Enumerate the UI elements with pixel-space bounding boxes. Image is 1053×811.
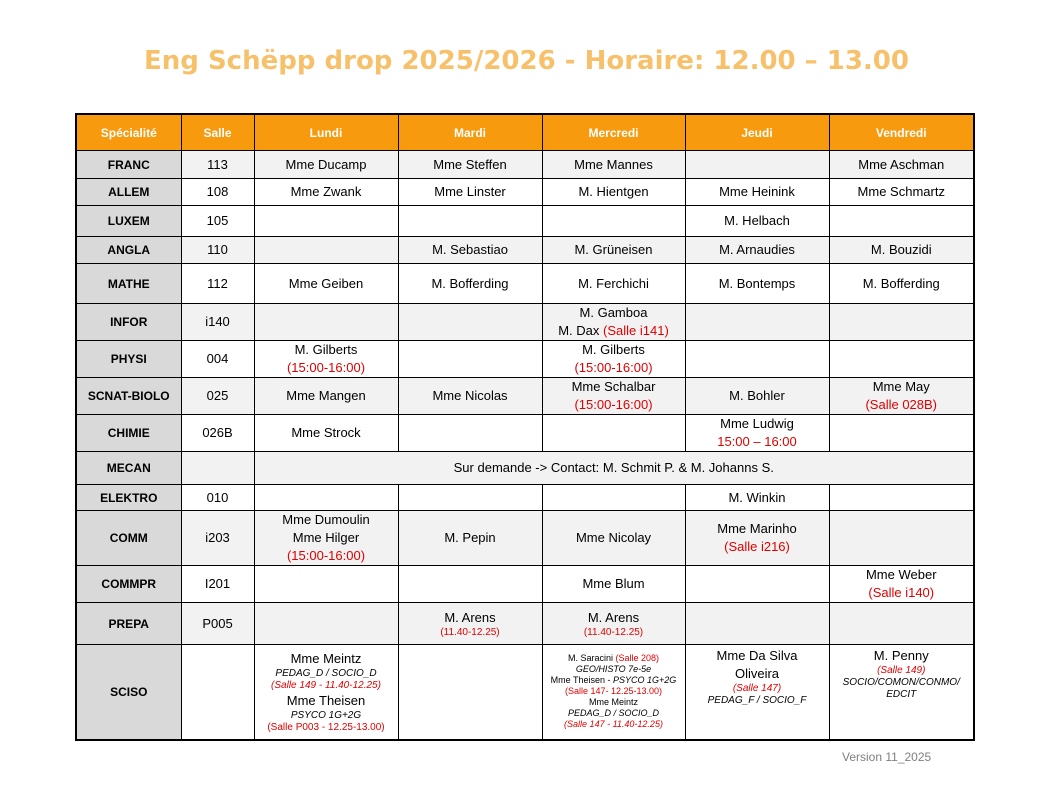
header-salle: Salle — [181, 114, 254, 151]
cell-lundi — [254, 341, 398, 378]
row-franc — [76, 151, 974, 179]
teacher-name: Mme Hilger — [292, 530, 360, 545]
cell-vendredi — [829, 415, 974, 452]
cell-salle: I201 — [181, 566, 254, 603]
cell-specialite: ALLEM — [76, 179, 181, 206]
course-codes: EDCIT — [886, 689, 917, 700]
cell-jeudi — [685, 304, 829, 341]
cell-lundi — [254, 511, 398, 566]
cell-mercredi: Mme Mannes — [542, 151, 685, 179]
cell-jeudi — [685, 341, 829, 378]
cell-specialite: FRANC — [76, 151, 181, 179]
cell-lundi — [254, 603, 398, 645]
cell-jeudi: Mme Heinink — [685, 179, 829, 206]
cell-lundi — [254, 485, 398, 511]
header-lundi: Lundi — [254, 114, 398, 151]
cell-jeudi — [685, 415, 829, 452]
header-vendredi: Vendredi — [829, 114, 974, 151]
cell-jeudi: M. Arnaudies — [685, 237, 829, 264]
cell-jeudi — [685, 151, 829, 179]
time-note: (15:00-16:00) — [286, 548, 366, 563]
teacher-name: M. Arens — [587, 609, 640, 625]
cell-lundi: Mme Geiben — [254, 264, 398, 304]
row-scnat-biolo — [76, 378, 974, 415]
room-note: (Salle 147) — [732, 683, 782, 694]
cell-salle — [181, 645, 254, 740]
room-time-note: (Salle 147- 12.25-13.00) — [564, 686, 663, 697]
teacher-name: Mme Weber — [865, 567, 937, 582]
cell-mardi: M. Bofferding — [398, 264, 542, 304]
cell-salle: 105 — [181, 206, 254, 237]
row-prepa — [76, 603, 974, 645]
header-specialite: Spécialité — [76, 114, 181, 151]
cell-vendredi — [829, 378, 974, 415]
cell-mardi — [398, 304, 542, 341]
cell-salle: 113 — [181, 151, 254, 179]
cell-mardi — [398, 206, 542, 237]
cell-jeudi: M. Helbach — [685, 206, 829, 237]
cell-salle: 108 — [181, 179, 254, 206]
cell-jeudi — [685, 603, 829, 645]
cell-mercredi — [542, 341, 685, 378]
cell-mercredi: Mme Nicolay — [542, 511, 685, 566]
cell-vendredi — [829, 603, 974, 645]
course-codes: PSYCO 1G+2G — [290, 709, 362, 721]
cell-specialite: ELEKTRO — [76, 485, 181, 511]
teacher-name: Mme Da Silva — [716, 648, 798, 663]
room-time-note: (Salle 147 - 11.40-12.25) — [564, 719, 663, 730]
schedule-table — [75, 113, 975, 741]
cell-specialite: MECAN — [76, 452, 181, 485]
cell-mercredi — [542, 485, 685, 511]
teacher-name: Mme Meintz — [290, 650, 362, 666]
room-note: (Salle 149) — [877, 665, 926, 676]
cell-vendredi — [829, 485, 974, 511]
cell-mercredi — [542, 304, 685, 341]
cell-salle: 025 — [181, 378, 254, 415]
row-mathe — [76, 264, 974, 304]
cell-salle: 010 — [181, 485, 254, 511]
room-time-note: (Salle P003 - 12.25-13.00) — [267, 721, 385, 733]
cell-lundi: Mme Zwank — [254, 179, 398, 206]
header-jeudi: Jeudi — [685, 114, 829, 151]
teacher-name: M. Gamboa — [579, 305, 648, 320]
cell-lundi — [254, 645, 398, 740]
cell-mardi: Mme Steffen — [398, 151, 542, 179]
time-note: (15:00-16:00) — [574, 360, 653, 375]
room-time-note: (Salle 149 - 11.40-12.25) — [271, 679, 381, 691]
cell-specialite: LUXEM — [76, 206, 181, 237]
time-note: (15:00-16:00) — [286, 360, 366, 375]
cell-specialite: COMM — [76, 511, 181, 566]
cell-salle: 026B — [181, 415, 254, 452]
teacher-line — [545, 653, 683, 664]
cell-lundi: Mme Ducamp — [254, 151, 398, 179]
time-note: (15:00-16:00) — [574, 397, 653, 412]
cell-lundi — [254, 566, 398, 603]
row-chimie — [76, 415, 974, 452]
teacher-name: Mme Ludwig — [720, 416, 794, 431]
cell-mercredi — [542, 415, 685, 452]
course-codes: PSYCO 1G+2G — [613, 675, 677, 686]
room-note: (Salle i141) — [603, 323, 669, 338]
cell-mardi — [398, 415, 542, 452]
cell-jeudi: M. Bontemps — [685, 264, 829, 304]
room-note: (Salle 208) — [615, 653, 660, 664]
cell-vendredi — [829, 341, 974, 378]
cell-specialite: COMMPR — [76, 566, 181, 603]
cell-mardi: Mme Linster — [398, 179, 542, 206]
cell-vendredi: M. Bouzidi — [829, 237, 974, 264]
cell-specialite: CHIMIE — [76, 415, 181, 452]
cell-mercredi: M. Ferchichi — [542, 264, 685, 304]
cell-mardi — [398, 645, 542, 740]
cell-salle: 004 — [181, 341, 254, 378]
row-angla — [76, 237, 974, 264]
cell-specialite: SCISO — [76, 645, 181, 740]
page-title: Eng Schëpp drop 2025/2026 - Horaire: 12.00 – 13.00 — [144, 46, 909, 76]
cell-specialite: PREPA — [76, 603, 181, 645]
cell-specialite: MATHE — [76, 264, 181, 304]
header-row — [76, 114, 974, 151]
row-luxem — [76, 206, 974, 237]
cell-specialite: ANGLA — [76, 237, 181, 264]
cell-vendredi — [829, 645, 974, 740]
cell-salle — [181, 452, 254, 485]
teacher-name: M. Saracini — [567, 653, 616, 664]
cell-lundi — [254, 206, 398, 237]
cell-vendredi — [829, 511, 974, 566]
teacher-name: Mme Dumoulin — [282, 512, 370, 527]
cell-mercredi — [542, 378, 685, 415]
cell-salle: 110 — [181, 237, 254, 264]
cell-salle: i203 — [181, 511, 254, 566]
row-commpr — [76, 566, 974, 603]
room-note: (Salle i140) — [868, 585, 935, 600]
cell-lundi — [254, 304, 398, 341]
cell-mardi — [398, 603, 542, 645]
teacher-name: Mme Schalbar — [571, 379, 656, 394]
row-physi — [76, 341, 974, 378]
teacher-name: M. Penny — [873, 648, 929, 663]
version-label: Version 11_2025 — [842, 750, 932, 764]
cell-mardi — [398, 485, 542, 511]
row-allem — [76, 179, 974, 206]
cell-mercredi: Mme Blum — [542, 566, 685, 603]
cell-salle: i140 — [181, 304, 254, 341]
row-infor — [76, 304, 974, 341]
cell-vendredi — [829, 206, 974, 237]
cell-mardi: M. Pepin — [398, 511, 542, 566]
cell-salle: 112 — [181, 264, 254, 304]
cell-jeudi: M. Winkin — [685, 485, 829, 511]
course-codes: PEDAG_F / SOCIO_F — [707, 695, 807, 706]
cell-jeudi: M. Bohler — [685, 378, 829, 415]
row-comm — [76, 511, 974, 566]
cell-mardi: Mme Nicolas — [398, 378, 542, 415]
teacher-line — [545, 322, 683, 340]
time-note: (11.40-12.25) — [583, 626, 644, 638]
cell-mercredi: M. Hientgen — [542, 179, 685, 206]
header-mardi: Mardi — [398, 114, 542, 151]
cell-lundi: Mme Strock — [254, 415, 398, 452]
teacher-name: Mme Theisen - — [550, 675, 614, 686]
cell-mardi — [398, 566, 542, 603]
course-codes: SOCIO/COMON/CONMO/ — [842, 677, 960, 688]
teacher-name: M. Gilberts — [582, 342, 645, 357]
room-note: (Salle i216) — [724, 539, 790, 554]
teacher-line — [545, 675, 683, 686]
cell-lundi — [254, 237, 398, 264]
time-note: (11.40-12.25) — [440, 626, 500, 638]
teacher-name: M. Dax — [558, 323, 604, 338]
teacher-name: Oliveira — [734, 666, 780, 681]
cell-mardi — [398, 341, 542, 378]
cell-mercredi: M. Grüneisen — [542, 237, 685, 264]
teacher-name: M. Arens — [444, 609, 496, 625]
cell-jeudi — [685, 511, 829, 566]
time-note: 15:00 – 16:00 — [717, 434, 797, 449]
course-codes: GEO/HISTO 7e-5e — [575, 664, 652, 675]
cell-mardi: M. Sebastiao — [398, 237, 542, 264]
cell-specialite: PHYSI — [76, 341, 181, 378]
teacher-name: M. Gilberts — [294, 342, 358, 357]
cell-mercredi — [542, 603, 685, 645]
cell-vendredi — [829, 304, 974, 341]
cell-specialite: INFOR — [76, 304, 181, 341]
cell-salle: P005 — [181, 603, 254, 645]
row-sciso — [76, 645, 974, 740]
header-mercredi: Mercredi — [542, 114, 685, 151]
cell-lundi: Mme Mangen — [254, 378, 398, 415]
cell-specialite: SCNAT-BIOLO — [76, 378, 181, 415]
cell-mecan-note: Sur demande -> Contact: M. Schmit P. & M. Johanns S. — [254, 452, 974, 485]
teacher-name: Mme Marinho — [717, 521, 797, 536]
room-note: (Salle 028B) — [865, 397, 938, 412]
cell-vendredi: Mme Aschman — [829, 151, 974, 179]
cell-vendredi: Mme Schmartz — [829, 179, 974, 206]
teacher-name: Mme Meintz — [588, 697, 638, 708]
row-mecan — [76, 452, 974, 485]
teacher-name: Mme Theisen — [286, 692, 366, 708]
cell-vendredi: M. Bofferding — [829, 264, 974, 304]
cell-mercredi — [542, 645, 685, 740]
cell-jeudi — [685, 645, 829, 740]
teacher-name: Mme May — [872, 379, 930, 394]
course-codes: PEDAG_D / SOCIO_D — [567, 708, 660, 719]
cell-vendredi — [829, 566, 974, 603]
row-elektro — [76, 485, 974, 511]
course-codes: PEDAG_D / SOCIO_D — [275, 667, 377, 679]
cell-mercredi — [542, 206, 685, 237]
cell-jeudi — [685, 566, 829, 603]
